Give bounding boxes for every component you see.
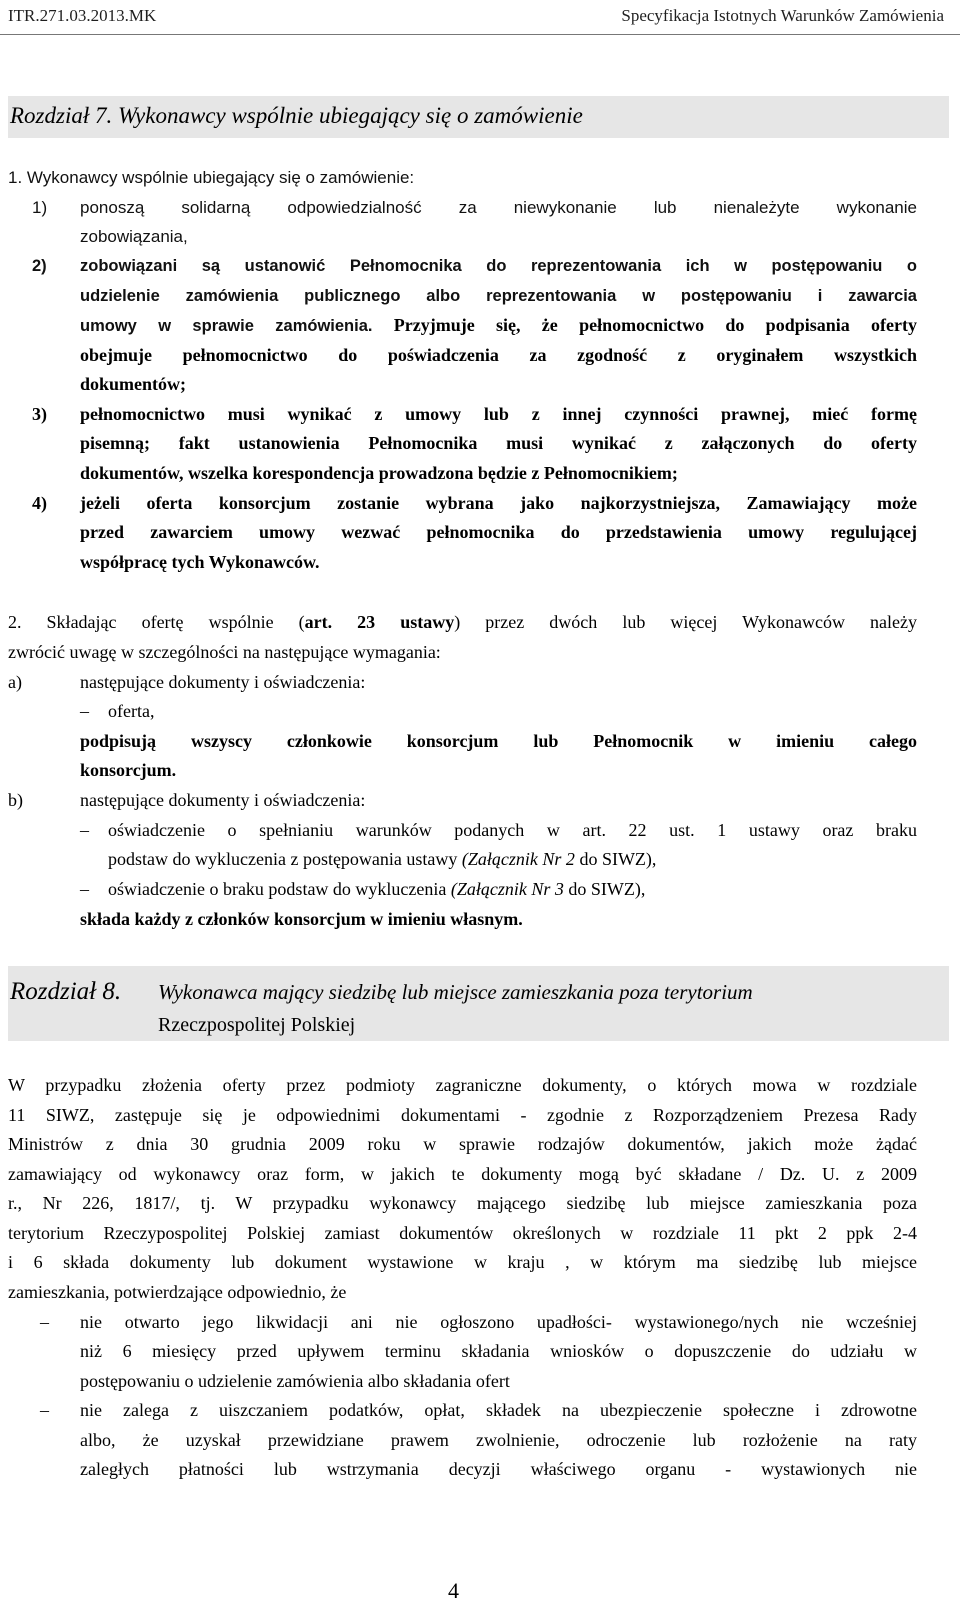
item-2-line-3 (80, 311, 917, 342)
item-a-letter: a) (8, 672, 22, 692)
section-2-line-1-part-a: 2. Składając ofertę wspólnie ( (8, 612, 305, 632)
item-b-dash-1-line-1: oświadczenie o spełnianiu warunków podanych w art. 22 ust. 1 ustawy oraz braku (108, 820, 917, 840)
dash-icon: – (40, 1312, 49, 1332)
body-line-7: i 6 składa dokumenty lub dokument wystawione w kraju , w którym ma siedzibę lub miejsce (8, 1252, 917, 1272)
item-2-line-2: udzielenie zamówienia publicznego albo reprezentowania w postępowaniu i zawarcia (80, 287, 917, 305)
body-line-5: r., Nr 226, 1817/, tj. W przypadku wykonawcy mającego siedzibę lub miejsce zamieszkania poza (8, 1193, 917, 1213)
requirement-1-line-1: nie otwarto jego likwidacji ani nie ogłoszono upadłości- wystawionego/nych nie wcześniej (80, 1312, 917, 1332)
annex-2-ref: (Załącznik Nr 2 (461, 849, 575, 869)
header-title: Specyfikacja Istotnych Warunków Zamówienia (621, 6, 944, 25)
section-2-article-ref: art. 23 ustawy (304, 612, 455, 632)
body-line-3: Ministrów z dnia 30 grudnia 2009 roku w sprawie rodzajów dokumentów, jakich może żądać (8, 1134, 917, 1154)
page-header (8, 6, 944, 32)
header-reference: ITR.271.03.2013.MK (8, 6, 157, 25)
chapter-7-heading (8, 96, 949, 138)
dash-icon: – (40, 1400, 49, 1420)
item-4-line-2: przed zawarciem umowy wezwać pełnomocnika do przedstawienia umowy regulującej (80, 522, 917, 542)
item-b-dash-2-part-c: do SIWZ), (563, 879, 646, 899)
item-b-dash-1-line-2-part-a: podstaw do wykluczenia z postępowania ustawy (108, 849, 462, 869)
item-3-line-3: dokumentów, wszelka korespondencja prowadzona będzie z Pełnomocnikiem; (80, 463, 678, 483)
item-a-bold-line-2: konsorcjum. (80, 760, 177, 780)
item-a-bold-line-1: podpisują wszyscy członkowie konsorcjum lub Pełnomocnik w imieniu całego (80, 731, 917, 751)
requirement-2-line-2: albo, że uzyskał przewidziane prawem zwolnienie, odroczenie lub rozłożenie na raty (80, 1430, 917, 1450)
body-line-6: terytorium Rzeczypospolitej Polskiej zamiast dokumentów określonych w rozdziale 11 pkt 2 ppk 2-4 (8, 1223, 917, 1243)
item-2-number: 2) (32, 257, 47, 275)
dash-icon: – (80, 879, 89, 899)
item-b-dash-1-line-2 (108, 845, 656, 875)
item-a-text: następujące dokumenty i oświadczenia: (80, 672, 366, 692)
item-b-letter: b) (8, 790, 23, 810)
item-2-line-4: obejmuje pełnomocnictwo do poświadczenia za zgodność z oryginałem wszystkich (80, 345, 917, 365)
header-divider (0, 34, 960, 35)
chapter-8-heading (8, 966, 949, 1041)
annex-3-ref: (Załącznik Nr 3 (450, 879, 564, 899)
item-b-dash-2-part-a: oświadczenie o braku podstaw do wykluczenia (108, 879, 451, 899)
item-1-line-2: zobowiązania, (80, 227, 188, 246)
section-1-intro: 1. Wykonawcy wspólnie ubiegający się o zamówienie: (8, 168, 415, 187)
section-2-line-1 (8, 608, 917, 638)
item-2-line-5: dokumentów; (80, 374, 187, 394)
body-line-2: 11 SIWZ, zastępuje się je odpowiednimi dokumentami - zgodnie z Rozporządzeniem Prezesa Rady (8, 1105, 917, 1125)
item-b-dash-1-line-2-part-c: do SIWZ), (574, 849, 657, 869)
chapter-7-title: Rozdział 7. Wykonawcy wspólnie ubiegający się o zamówienie (10, 103, 583, 128)
item-3-number: 3) (32, 404, 47, 424)
requirement-1-line-2: niż 6 miesięcy przed upływem terminu składania wniosków o dopuszczenie do udziału w (80, 1341, 917, 1361)
item-3-line-2: pisemną; fakt ustanowienia Pełnomocnika musi wynikać z załączonych do oferty (80, 433, 917, 453)
requirement-1-line-3: postępowaniu o udzielenie zamówienia albo składania ofert (80, 1371, 510, 1391)
page-number: 4 (448, 1578, 459, 1603)
section-2-line-2: zwrócić uwagę w szczególności na następujące wymagania: (8, 642, 441, 662)
chapter-8-title-line-2: Rzeczpospolitej Polskiej (158, 1014, 356, 1036)
item-b-bold-line: składa każdy z członków konsorcjum w imieniu własnym. (80, 909, 523, 929)
requirement-2-line-1: nie zalega z uiszczaniem podatków, opłat, składek na ubezpieczenie społeczne i zdrowotne (80, 1400, 917, 1420)
item-2-line-1: zobowiązani są ustanowić Pełnomocnika do reprezentowania ich w postępowaniu o (80, 257, 917, 275)
item-4-number: 4) (32, 493, 47, 513)
chapter-8-title-line-1: Wykonawca mający siedzibę lub miejsce zamieszkania poza terytorium (158, 980, 753, 1004)
item-a-dash-1: oferta, (108, 701, 155, 721)
item-b-dash-2 (108, 875, 645, 905)
item-1-number: 1) (32, 198, 48, 217)
body-line-4: zamawiający od wykonawcy oraz form, w jakich te dokumenty mogą być składane / Dz. U. z 2009 (8, 1164, 917, 1184)
item-1-line-1: ponoszą solidarną odpowiedzialność za niewykonanie lub nienależyte wykonanie (80, 198, 917, 217)
item-b-text: następujące dokumenty i oświadczenia: (80, 790, 366, 810)
item-4-line-1: jeżeli oferta konsorcjum zostanie wybrana jako najkorzystniejsza, Zamawiający może (80, 493, 917, 513)
item-3-line-1: pełnomocnictwo musi wynikać z umowy lub z innej czynności prawnej, mieć formę (80, 404, 917, 424)
section-2-line-1-part-c: ) przez dwóch lub więcej Wykonawców należy (454, 612, 917, 632)
item-4-line-3: współpracę tych Wykonawców. (80, 552, 320, 572)
item-2-line-3-part-a: umowy w sprawie zamówienia. (80, 317, 373, 335)
chapter-8-number: Rozdział 8. (10, 978, 122, 1005)
requirement-2-line-3: zaległych płatności lub wstrzymania decyzji właściwego organu - wystawionych nie (80, 1459, 917, 1479)
body-line-1: W przypadku złożenia oferty przez podmioty zagraniczne dokumenty, o których mowa w rozdziale (8, 1075, 917, 1095)
dash-icon: – (80, 820, 89, 840)
dash-icon: – (80, 701, 89, 721)
item-2-line-3-part-b: Przyjmuje się, że pełnomocnictwo do podpisania oferty (393, 315, 917, 335)
body-line-8: zamieszkania, potwierdzające odpowiednio, że (8, 1282, 347, 1302)
